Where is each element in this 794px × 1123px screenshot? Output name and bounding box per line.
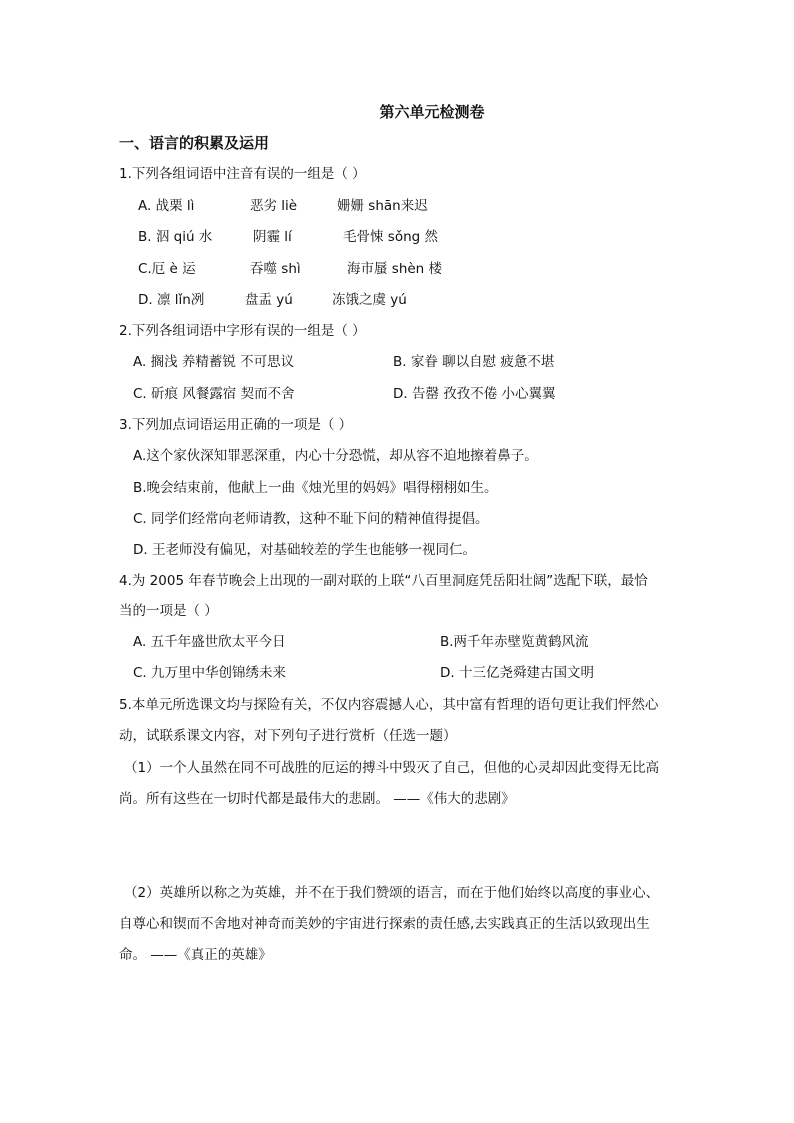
- question-2-stem: 2.下列各组词语中字形有误的一组是（ ）: [119, 323, 366, 339]
- section-heading: 一、语言的积累及运用: [119, 134, 270, 152]
- question-4-stem-line-2: 当的一项是（ ）: [119, 603, 218, 619]
- question-5-item-1-line-2: 尚。所有这些在一切时代都是最伟大的悲剧。 ——《伟大的悲剧》: [119, 791, 515, 807]
- q3-option-a: A.这个家伙深知罪恶深重，内心十分恐慌，却从容不迫地擦着鼻子。: [133, 448, 538, 464]
- q1-option-d-1: D. 凛 lǐn冽: [138, 292, 205, 308]
- q1-option-c-2: 吞噬 shì: [250, 261, 301, 277]
- question-5-item-2-line-1: （2）英雄所以称之为英雄，并不在于我们赞颂的语言，而在于他们始终以高度的事业心、: [124, 885, 660, 901]
- q2-option-a: A. 搁浅 养精蓄锐 不可思议: [133, 354, 295, 370]
- question-5-item-2-line-3: 命。 ——《真正的英雄》: [119, 947, 272, 963]
- q1-option-a-3: 姗姗 shān来迟: [337, 198, 428, 214]
- question-3-stem: 3.下列加点词语运用正确的一项是（ ）: [119, 417, 353, 433]
- q1-option-c-3: 海市蜃 shèn 楼: [347, 261, 443, 277]
- q2-option-b: B. 家眷 聊以自慰 疲惫不堪: [393, 354, 555, 370]
- q1-option-a-2: 恶劣 liè: [250, 198, 298, 214]
- q4-option-a: A. 五千年盛世欣太平今日: [133, 634, 286, 650]
- q4-option-d: D. 十三亿尧舜建古国文明: [440, 665, 594, 681]
- q2-option-d: D. 告罄 孜孜不倦 小心翼翼: [393, 386, 556, 402]
- q1-option-c-1: C.厄 è 运: [138, 261, 196, 277]
- question-1-stem: 1.下列各组词语中注音有误的一组是（ ）: [119, 166, 366, 182]
- q3-option-c: C. 同学们经常向老师请教，这种不耻下问的精神值得提倡。: [133, 511, 489, 527]
- q1-option-b-2: 阴霾 lí: [253, 229, 292, 245]
- question-4-stem-line-1: 4.为 2005 年春节晚会上出现的一副对联的上联“八百里洞庭凭岳阳壮阔”选配下联，最恰: [119, 573, 648, 589]
- q1-option-a-1: A. 战栗 lì: [138, 198, 195, 214]
- q4-option-c: C. 九万里中华创锦绣未来: [133, 665, 287, 681]
- question-5-stem-line-1: 5.本单元所选课文均与探险有关，不仅内容震撼人心，其中富有哲理的语句更让我们怦然心: [119, 697, 659, 713]
- q3-option-b: B.晚会结束前，他献上一曲《烛光里的妈妈》唱得栩栩如生。: [133, 480, 498, 496]
- q1-option-b-3: 毛骨悚 sǒng 然: [343, 229, 439, 245]
- page-title: 第六单元检测卷: [379, 103, 485, 121]
- question-5-item-2-line-2: 自尊心和锲而不舍地对神奇而美妙的宇宙进行探索的责任感,去实践真正的生活以致现出生: [119, 916, 650, 932]
- q1-option-b-1: B. 泅 qiú 水: [138, 229, 213, 245]
- question-5-stem-line-2: 动，试联系课文内容，对下列句子进行赏析（任选一题）: [119, 728, 457, 744]
- question-5-item-1-line-1: （1）一个人虽然在同不可战胜的厄运的搏斗中毁灭了自己，但他的心灵却因此变得无比高: [124, 760, 660, 776]
- q3-option-d: D. 王老师没有偏见，对基础较差的学生也能够一视同仁。: [133, 542, 476, 558]
- q2-option-c: C. 斫痕 风餐露宿 契而不舍: [133, 386, 295, 402]
- q1-option-d-3: 冻饿之虞 yú: [332, 292, 407, 308]
- q1-option-d-2: 盘盂 yú: [245, 292, 293, 308]
- q4-option-b: B.两千年赤壁览黄鹤风流: [440, 634, 589, 650]
